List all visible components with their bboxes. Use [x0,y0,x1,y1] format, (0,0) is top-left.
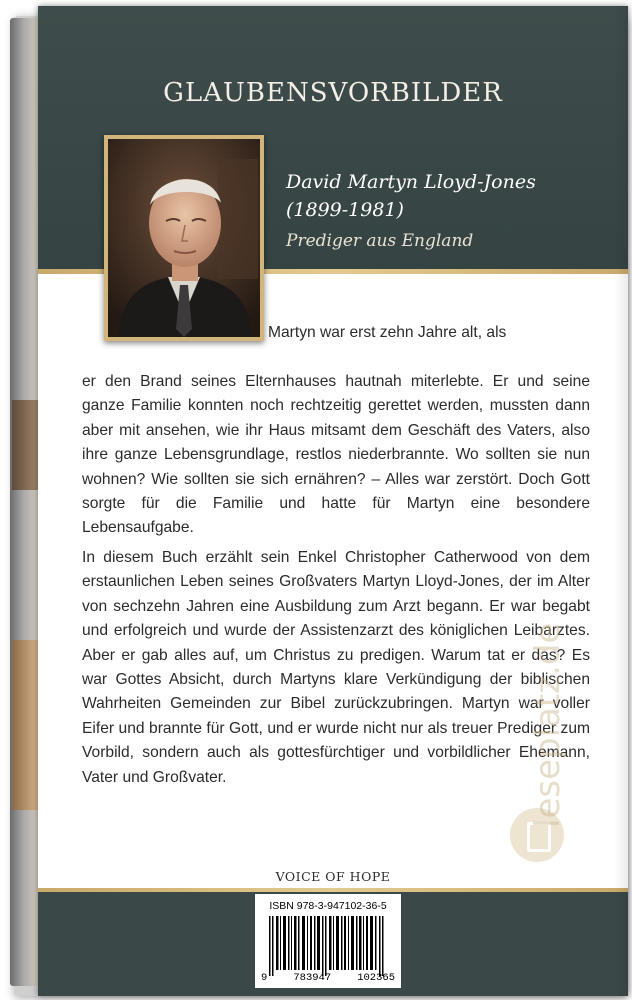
author-name: David Martyn Lloyd-Jones [286,171,536,193]
cover-edge-shade [614,6,628,996]
barcode-digits-right: 102365 [357,972,395,984]
author-years: (1899-1981) [286,199,404,221]
publisher-name: VOICE OF HOPE [275,869,391,884]
author-role: Prediger aus England [286,231,474,251]
barcode-digits-left: 783947 [293,972,332,984]
barcode-digits [255,972,401,984]
barcode [255,894,401,988]
paragraph-2: In diesem Buch erzählt sein Enkel Christopher Catherwood von dem erstaunlichen Leben seines Großvaters Martyn Lloyd-Jones, der im Alter von sechzehn Jahren eine Ausbildung zum Arzt begann. Er war begabt und erfolgreich und wurde der Assistenzarzt des königlichen Leibarztes. Aber er gab alles auf, um Christus zu predigen. Warum tat er das? Es war Gottes Absicht, durch Martyns klare Verkündigung der biblischen Wahrheiten Gemeinden zur Bibel zurückzubringen. Martyn war voller Eifer und brannte für Gott, und er wurde nicht nur als treuer Prediger zum Vorbild, sondern auch als gottesfürchtiger und vorbildlicher Ehemann, Vater und Großvater. [82,549,590,786]
watermark-text: leseplatz.de [528,622,568,828]
paragraph-1: er den Brand seines Elternhauses hautnah miterlebte. Er und seine ganze Familie konnten noch rechtzeitig gerettet werden, mussten dann aber mit ansehen, wie ihr Haus mitsamt dem Geschäft des Vaters, also ihre ganze Lebensgrundlage, restlos niederbrannte. Wo sollten sie nun wohnen? Wie sollten sie sich ernähren? – Alles war zerstört. Doch Gott sorgte für die Familie und hatte für Martyn eine besondere Lebensaufgabe. [82,373,590,537]
spine-image-strip [12,400,38,490]
isbn-label: ISBN 978-3-947102-36-5 [269,900,387,912]
paragraph-1-lead: Martyn war erst zehn Jahre alt, als [268,324,507,341]
series-title: GLAUBENSVORBILDER [163,78,503,108]
author-portrait [104,135,264,341]
barcode-digit-first: 9 [261,972,268,984]
book-spine [10,18,40,986]
gold-divider-bottom [38,888,628,892]
spine-image-strip [12,640,38,810]
